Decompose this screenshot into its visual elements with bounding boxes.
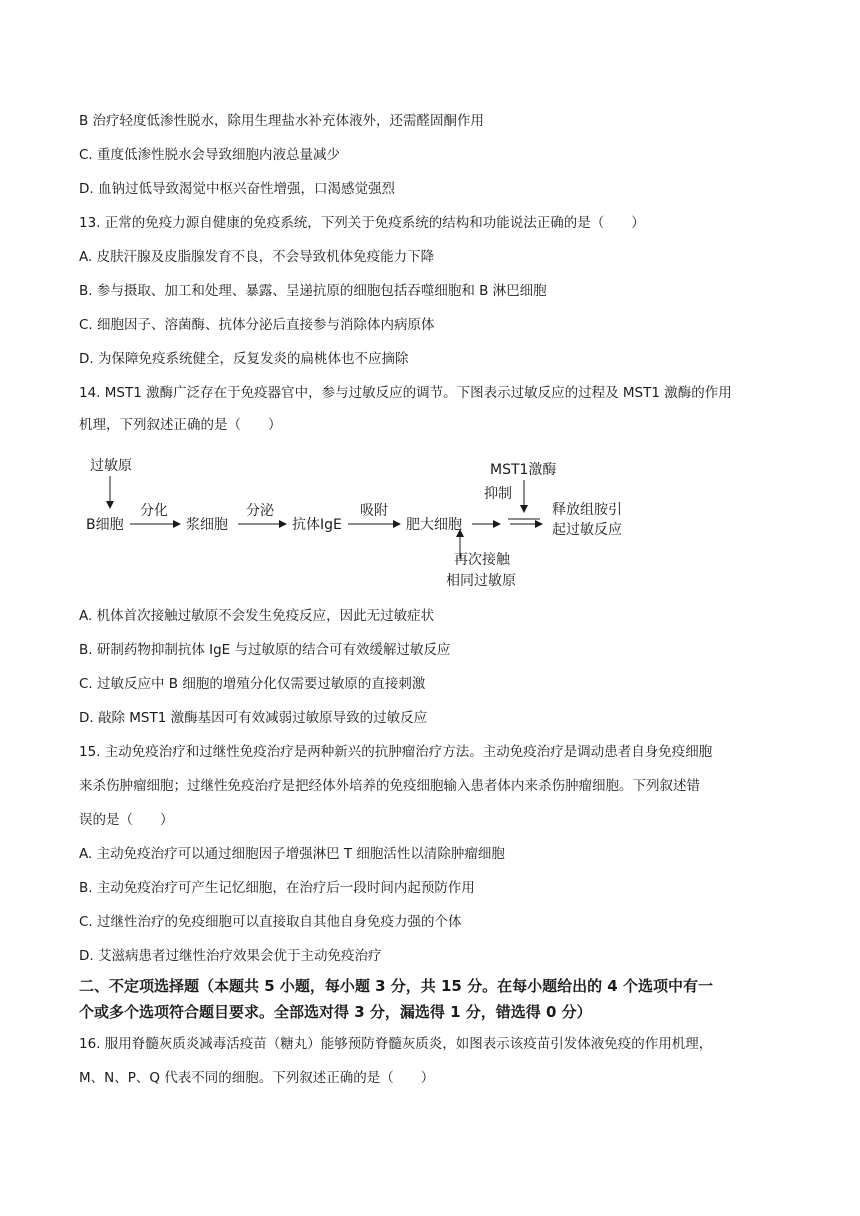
release-label-2: 起过敏反应	[552, 522, 622, 538]
option-d-q14: D. 敲除 MST1 激酶基因可有效减弱过敏原导致的过敏反应	[79, 710, 428, 726]
secrete-label: 分泌	[246, 503, 274, 519]
question-15-line-2: 来杀伤肿瘤细胞；过继性免疫治疗是把经体外培养的免疫细胞输入患者体内来杀伤肿瘤细胞。下列叙述错	[79, 778, 700, 794]
allergy-mechanism-diagram	[80, 450, 660, 595]
plasma-cell-label: 浆细胞	[186, 517, 228, 533]
section-title-line-1: 二、不定项选择题（本题共 5 小题，每小题 3 分，共 15 分。在每小题给出的 4 个选项中有一	[79, 977, 713, 995]
option-d-q13: D. 为保障免疫系统健全，反复发炎的扁桃体也不应摘除	[79, 351, 409, 367]
mst1-label: MST1激酶	[490, 462, 557, 478]
option-a-q15: A. 主动免疫治疗可以通过细胞因子增强淋巴 T 细胞活性以清除肿瘤细胞	[79, 846, 505, 862]
option-a-q14: A. 机体首次接触过敏原不会发生免疫反应，因此无过敏症状	[79, 608, 435, 624]
option-c-q14: C. 过敏反应中 B 细胞的增殖分化仅需要过敏原的直接刺激	[79, 676, 426, 692]
release-label-1: 释放组胺引	[552, 502, 622, 518]
antibody-ige-label: 抗体IgE	[292, 517, 342, 533]
question-13: 13. 正常的免疫力源自健康的免疫系统，下列关于免疫系统的结构和功能说法正确的是（ ）	[79, 215, 645, 231]
inhibit-label: 抑制	[484, 486, 512, 502]
option-d-q12: D. 血钠过低导致渴觉中枢兴奋性增强，口渴感觉强烈	[79, 181, 395, 197]
recontact-label-1: 再次接触	[454, 552, 510, 568]
option-b-q12: B 治疗轻度低渗性脱水，除用生理盐水补充体液外，还需醛固酮作用	[79, 113, 485, 129]
option-a-q13: A. 皮肤汗腺及皮脂腺发育不良，不会导致机体免疫能力下降	[79, 249, 435, 265]
question-15-line-3: 误的是（ ）	[79, 812, 174, 828]
question-16-line-1: 16. 服用脊髓灰质炎减毒活疫苗（糖丸）能够预防脊髓灰质炎，如图表示该疫苗引发体液免疫的作用机理，	[79, 1036, 713, 1052]
option-b-q15: B. 主动免疫治疗可产生记忆细胞，在治疗后一段时间内起预防作用	[79, 880, 475, 896]
question-15-line-1: 15. 主动免疫治疗和过继性免疫治疗是两种新兴的抗肿瘤治疗方法。主动免疫治疗是调动患者自身免疫细胞	[79, 744, 713, 760]
question-14-line-2: 机理，下列叙述正确的是（ ）	[79, 417, 282, 433]
differentiate-label: 分化	[140, 503, 168, 519]
option-c-q13: C. 细胞因子、溶菌酶、抗体分泌后直接参与消除体内病原体	[79, 317, 435, 333]
section-title-line-2: 个或多个选项符合题目要求。全部选对得 3 分，漏选得 1 分，错选得 0 分）	[79, 1003, 592, 1021]
option-c-q15: C. 过继性治疗的免疫细胞可以直接取自其他自身免疫力强的个体	[79, 914, 462, 930]
option-b-q13: B. 参与摄取、加工和处理、暴露、呈递抗原的细胞包括吞噬细胞和 B 淋巴细胞	[79, 283, 547, 299]
option-d-q15: D. 艾滋病患者过继性治疗效果会优于主动免疫治疗	[79, 948, 382, 964]
question-16-line-2: M、N、P、Q 代表不同的细胞。下列叙述正确的是（ ）	[79, 1070, 435, 1086]
recontact-label-2: 相同过敏原	[446, 573, 516, 589]
allergen-label: 过敏原	[90, 458, 132, 474]
adsorb-label: 吸附	[360, 503, 388, 519]
option-c-q12: C. 重度低渗性脱水会导致细胞内液总量减少	[79, 147, 341, 163]
option-b-q14: B. 研制药物抑制抗体 IgE 与过敏原的结合可有效缓解过敏反应	[79, 642, 451, 658]
question-14-line-1: 14. MST1 激酶广泛存在于免疫器官中，参与过敏反应的调节。下图表示过敏反应的过程及 MST1 激酶的作用	[79, 385, 732, 401]
mast-cell-label: 肥大细胞	[406, 517, 462, 533]
b-cell-label: B细胞	[86, 517, 124, 533]
